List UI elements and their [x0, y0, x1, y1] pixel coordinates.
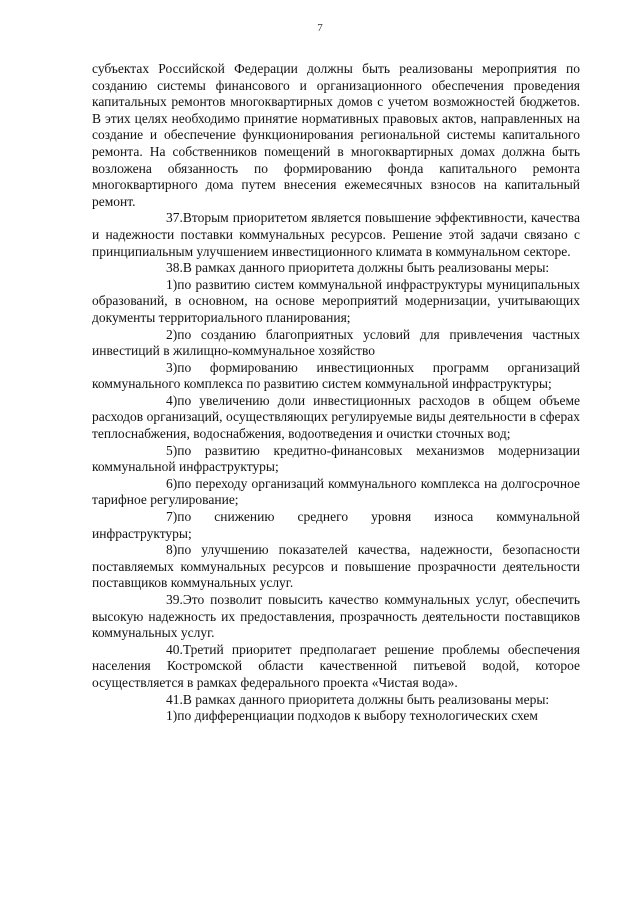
paragraph-text: Вторым приоритетом является повышение эффективности, качества и надежности поставки коммунальных ресурсов. Решение этой задачи связано с принципиальным улучшением инвестиционного климата в коммунальном секторе.	[92, 210, 580, 259]
list-item-number: 1)	[166, 276, 178, 292]
paragraph-text: В рамках данного приоритета должны быть реализованы меры:	[182, 691, 550, 707]
list-item-38-7	[92, 509, 580, 542]
list-item-text: по улучшению показателей качества, надежности, безопасности поставляемых коммунальных ресурсов и повышение прозрачности деятельности поставщиков коммунальных услуг.	[92, 542, 580, 591]
list-item-38-3	[92, 360, 580, 393]
paragraph-text: субъектах Российской Федерации должны быть реализованы мероприятия по созданию системы финансового и организационного обеспечения проведения капитальных ремонтов многоквартирных домов с учетом возможностей бюджетов. В этих целях необходимо принятие нормативных правовых актов, направленных на создание и обеспечение функционирования региональной системы капитального ремонта. На собственников помещений в многоквартирных домах должна быть возложена обязанность по формированию фонда капитального ремонта многоквартирного дома путем внесения ежемесячных взносов на капитальный ремонт.	[92, 61, 580, 209]
list-item-number: 4)	[166, 392, 178, 408]
list-item-41-1	[92, 708, 580, 725]
list-item-text: по снижению среднего уровня износа коммунальной инфраструктуры;	[92, 509, 580, 541]
list-item-number: 5)	[166, 442, 178, 458]
list-item-38-6	[92, 476, 580, 509]
list-item-number: 3)	[166, 359, 178, 375]
paragraph-text: Третий приоритет предполагает решение проблемы обеспечения населения Костромской области качественной питьевой водой, которое осуществляется в рамках федерального проекта «Чистая вода».	[92, 641, 580, 690]
list-item-text: по развитию кредитно-финансовых механизмов модернизации коммунальной инфраструктуры;	[92, 442, 580, 475]
list-item-38-8	[92, 542, 580, 592]
list-item-number: 1)	[166, 708, 178, 724]
paragraph-number: 40.	[166, 641, 183, 657]
page-number: 7	[317, 22, 323, 34]
paragraph-number: 39.	[166, 592, 183, 607]
paragraph-number: 37.	[166, 210, 183, 226]
body-text	[92, 61, 580, 725]
list-item-number: 2)	[166, 326, 178, 342]
list-item-text: по дифференциации подходов к выбору технологических схем	[177, 708, 538, 724]
list-item-text: по переходу организаций коммунального комплекса на долгосрочное тарифное регулирование;	[92, 475, 580, 508]
list-item-text: по созданию благоприятных условий для привлечения частных инвестиций в жилищно-коммунальное хозяйство	[92, 326, 580, 359]
paragraph-39	[92, 592, 580, 642]
list-item-number: 6)	[166, 475, 178, 491]
list-item-number: 7)	[166, 509, 178, 525]
paragraph-41	[92, 692, 580, 709]
list-item-38-2	[92, 327, 580, 360]
list-item-text: по увеличению доли инвестиционных расходов в общем объеме расходов организаций, осуществляющих регулируемые виды деятельности в сферах теплоснабжения, водоснабжения, водоотведения и очистки сточных вод;	[92, 392, 580, 442]
paragraph-text: В рамках данного приоритета должны быть реализованы меры:	[182, 260, 550, 276]
list-item-text: по формированию инвестиционных программ организаций коммунального комплекса по развитию систем коммунальной инфраструктуры;	[92, 359, 580, 392]
list-item-38-5	[92, 443, 580, 476]
list-item-text: по развитию систем коммунальной инфраструктуры муниципальных образований, в основном, на основе мероприятий модернизации, учитывающих документы территориального планирования;	[92, 276, 580, 325]
list-item-number: 8)	[166, 542, 178, 558]
paragraph-number: 41.	[166, 691, 183, 707]
paragraph-40	[92, 642, 580, 692]
paragraph-text: Это позволит повысить качество коммунальных услуг, обеспечить высокую надежность их предоставления, прозрачность деятельности поставщиков коммунальных услуг.	[92, 592, 580, 641]
list-item-38-4	[92, 393, 580, 443]
paragraph-38	[92, 260, 580, 277]
list-item-38-1	[92, 277, 580, 327]
paragraph-continuation	[92, 61, 580, 210]
paragraph-37	[92, 210, 580, 260]
paragraph-number: 38.	[166, 260, 183, 276]
